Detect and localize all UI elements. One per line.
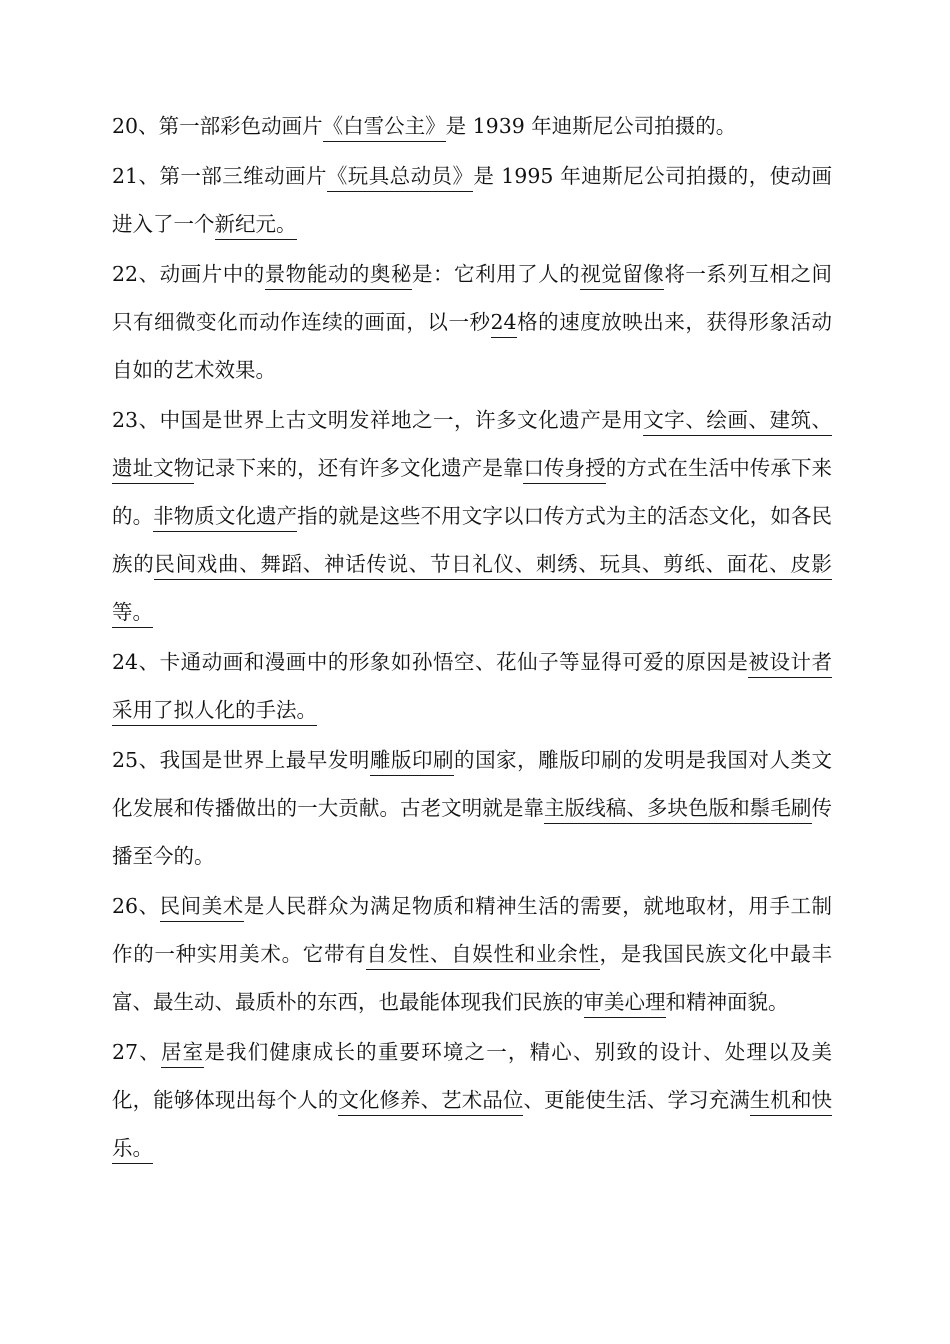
item-text: 将一系列互相之间只有细微变化而动作连续的画面，以一秒 bbox=[112, 262, 833, 334]
underlined-answer: 自发性、自娱性和业余性 bbox=[366, 942, 599, 970]
item-text: 22、动画片中的 bbox=[112, 262, 265, 286]
item-text: 是 1939 年迪斯尼公司拍摄的。 bbox=[445, 114, 737, 138]
item-text: 记录下来的，还有许多文化遗产是靠 bbox=[194, 456, 524, 480]
item-27 bbox=[112, 1028, 832, 1172]
item-text: 指的就是这些不用文字以口传方式为主的活态文化，如各民族的 bbox=[112, 504, 833, 576]
item-text: 的国家，雕版印刷的发明是我国对人类文化发展和传播做出的一大贡献。古老文明就是靠 bbox=[112, 748, 833, 820]
underlined-answer: 被设计者采用了拟人化的手法。 bbox=[112, 650, 832, 726]
item-text: 27、 bbox=[112, 1040, 161, 1064]
underlined-answer: 生机和快乐。 bbox=[112, 1088, 832, 1164]
underlined-answer: 非物质文化遗产 bbox=[153, 504, 297, 532]
underlined-answer: 文化修养、艺术品位 bbox=[338, 1088, 523, 1116]
item-22 bbox=[112, 250, 832, 394]
item-text: 是我们健康成长的重要环境之一，精心、别致的设计、处理以及美化，能够体现出每个人的 bbox=[112, 1040, 833, 1112]
item-text: 格的速度放映出来，获得形象活动自如的艺术效果。 bbox=[112, 310, 833, 382]
item-23 bbox=[112, 396, 832, 636]
underlined-answer: 景物能动的奥秘 bbox=[265, 262, 412, 290]
item-text: 是人民群众为满足物质和精神生活的需要，就地取材，用手工制作的一种实用美术。它带有 bbox=[112, 894, 833, 966]
item-text: 是：它利用了人的 bbox=[411, 262, 581, 286]
underlined-answer: 新纪元。 bbox=[215, 212, 297, 240]
document-page bbox=[112, 102, 832, 1172]
item-text: 20、第一部彩色动画片 bbox=[112, 114, 323, 138]
item-text: 是 1995 年迪斯尼公司拍摄的，使动画进入了一个 bbox=[112, 164, 833, 236]
item-text: 25、我国是世界上最早发明 bbox=[112, 748, 370, 772]
underlined-answer: 《玩具总动员》 bbox=[327, 164, 474, 192]
underlined-answer: 居室 bbox=[161, 1040, 204, 1068]
item-text: 23、中国是世界上古文明发祥地之一，许多文化遗产是用 bbox=[112, 408, 644, 432]
item-text: 和精神面貌。 bbox=[665, 990, 789, 1014]
underlined-answer: 《白雪公主》 bbox=[323, 114, 446, 142]
item-24 bbox=[112, 638, 832, 734]
item-text: 、更能使生活、学习充满 bbox=[523, 1088, 750, 1112]
item-20 bbox=[112, 102, 832, 150]
underlined-answer: 雕版印刷 bbox=[370, 748, 454, 776]
item-25 bbox=[112, 736, 832, 880]
underlined-answer: 审美心理 bbox=[584, 990, 666, 1018]
underlined-answer: 口传身授 bbox=[523, 456, 605, 484]
item-text: 26、 bbox=[112, 894, 160, 918]
underlined-answer: 视觉留像 bbox=[580, 262, 664, 290]
underlined-answer: 文字、绘画、建筑、遗址文物 bbox=[112, 408, 832, 484]
item-26 bbox=[112, 882, 832, 1026]
item-text: ，是我国民族文化中最丰富、最生动、最质朴的东西，也最能体现我们民族的 bbox=[112, 942, 833, 1014]
underlined-answer: 民间戏曲、舞蹈、神话传说、节日礼仪、刺绣、玩具、剪纸、面花、皮影等。 bbox=[112, 552, 832, 628]
item-text: 21、第一部三维动画片 bbox=[112, 164, 327, 188]
item-text: 传播至今的。 bbox=[112, 796, 833, 868]
item-text: 的方式在生活中传承下来的。 bbox=[112, 456, 833, 528]
item-21 bbox=[112, 152, 832, 248]
underlined-answer: 主版线稿、多块色版和鬃毛刷 bbox=[544, 796, 811, 824]
underlined-answer: 24 bbox=[491, 310, 517, 338]
item-text: 24、卡通动画和漫画中的形象如孙悟空、花仙子等显得可爱的原因是 bbox=[112, 650, 749, 674]
underlined-answer: 民间美术 bbox=[160, 894, 244, 922]
